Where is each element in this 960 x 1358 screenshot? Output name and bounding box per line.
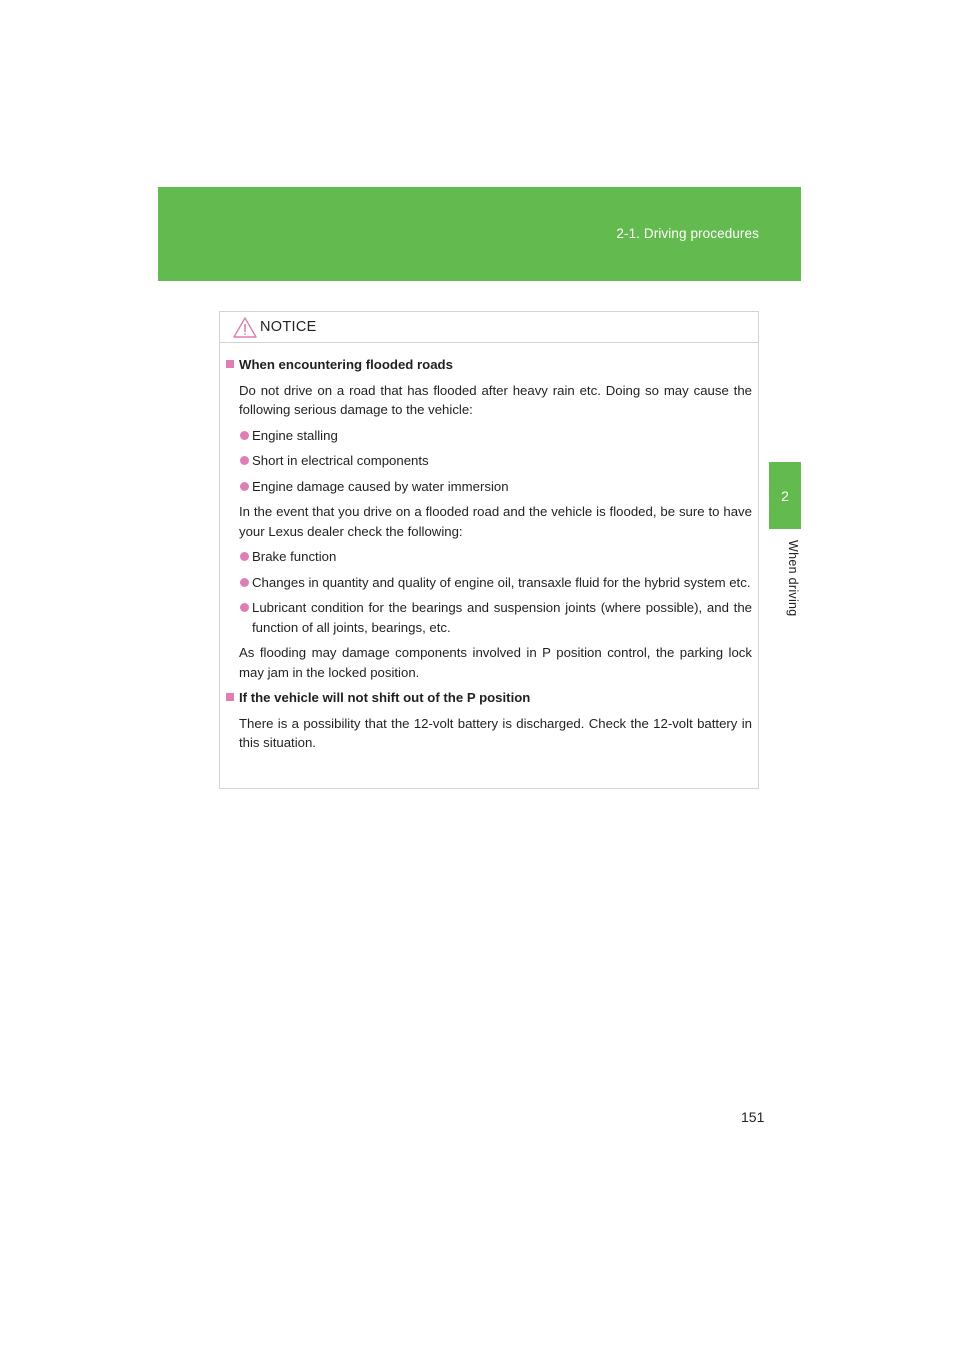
notice-header [220, 312, 758, 343]
header-bar [158, 187, 801, 281]
circle-bullet-icon [240, 482, 249, 491]
circle-bullet-icon [240, 603, 249, 612]
square-bullet-icon [226, 360, 234, 368]
list-item: Lubricant condition for the bearings and suspension joints (where possible), and the function of all joints, bearings, etc. [224, 598, 752, 637]
notice-box [219, 311, 759, 789]
square-bullet-icon [226, 693, 234, 701]
section-heading: If the vehicle will not shift out of the P position [224, 688, 752, 708]
circle-bullet-icon [240, 552, 249, 561]
warning-icon [233, 317, 257, 338]
paragraph: In the event that you drive on a flooded road and the vehicle is flooded, be sure to have your Lexus dealer check the following: [239, 504, 752, 539]
notice-title: NOTICE [260, 319, 317, 335]
paragraph: Do not drive on a road that has flooded after heavy rain etc. Doing so may cause the following serious damage to the vehicle: [239, 382, 752, 417]
page-number: 151 [741, 1109, 765, 1125]
section-title: 2-1. Driving procedures [616, 226, 759, 241]
circle-bullet-icon [240, 578, 249, 587]
list-item: Short in electrical components [224, 451, 752, 471]
circle-bullet-icon [240, 456, 249, 465]
list-item: Brake function [224, 547, 752, 567]
chapter-number: 2 [781, 487, 789, 504]
chapter-label: When driving [786, 540, 800, 617]
list-item: Changes in quantity and quality of engine oil, transaxle fluid for the hybrid system etc. [224, 573, 752, 593]
list-item: Engine stalling [224, 426, 752, 446]
section-heading: When encountering flooded roads [224, 355, 752, 375]
chapter-tab [769, 462, 801, 529]
paragraph: As flooding may damage components involved in P position control, the parking lock may jam in the locked position. [239, 645, 752, 680]
notice-body [220, 343, 758, 753]
list-item: Engine damage caused by water immersion [224, 477, 752, 497]
paragraph: There is a possibility that the 12-volt battery is discharged. Check the 12-volt battery in this situation. [239, 715, 752, 750]
circle-bullet-icon [240, 431, 249, 440]
